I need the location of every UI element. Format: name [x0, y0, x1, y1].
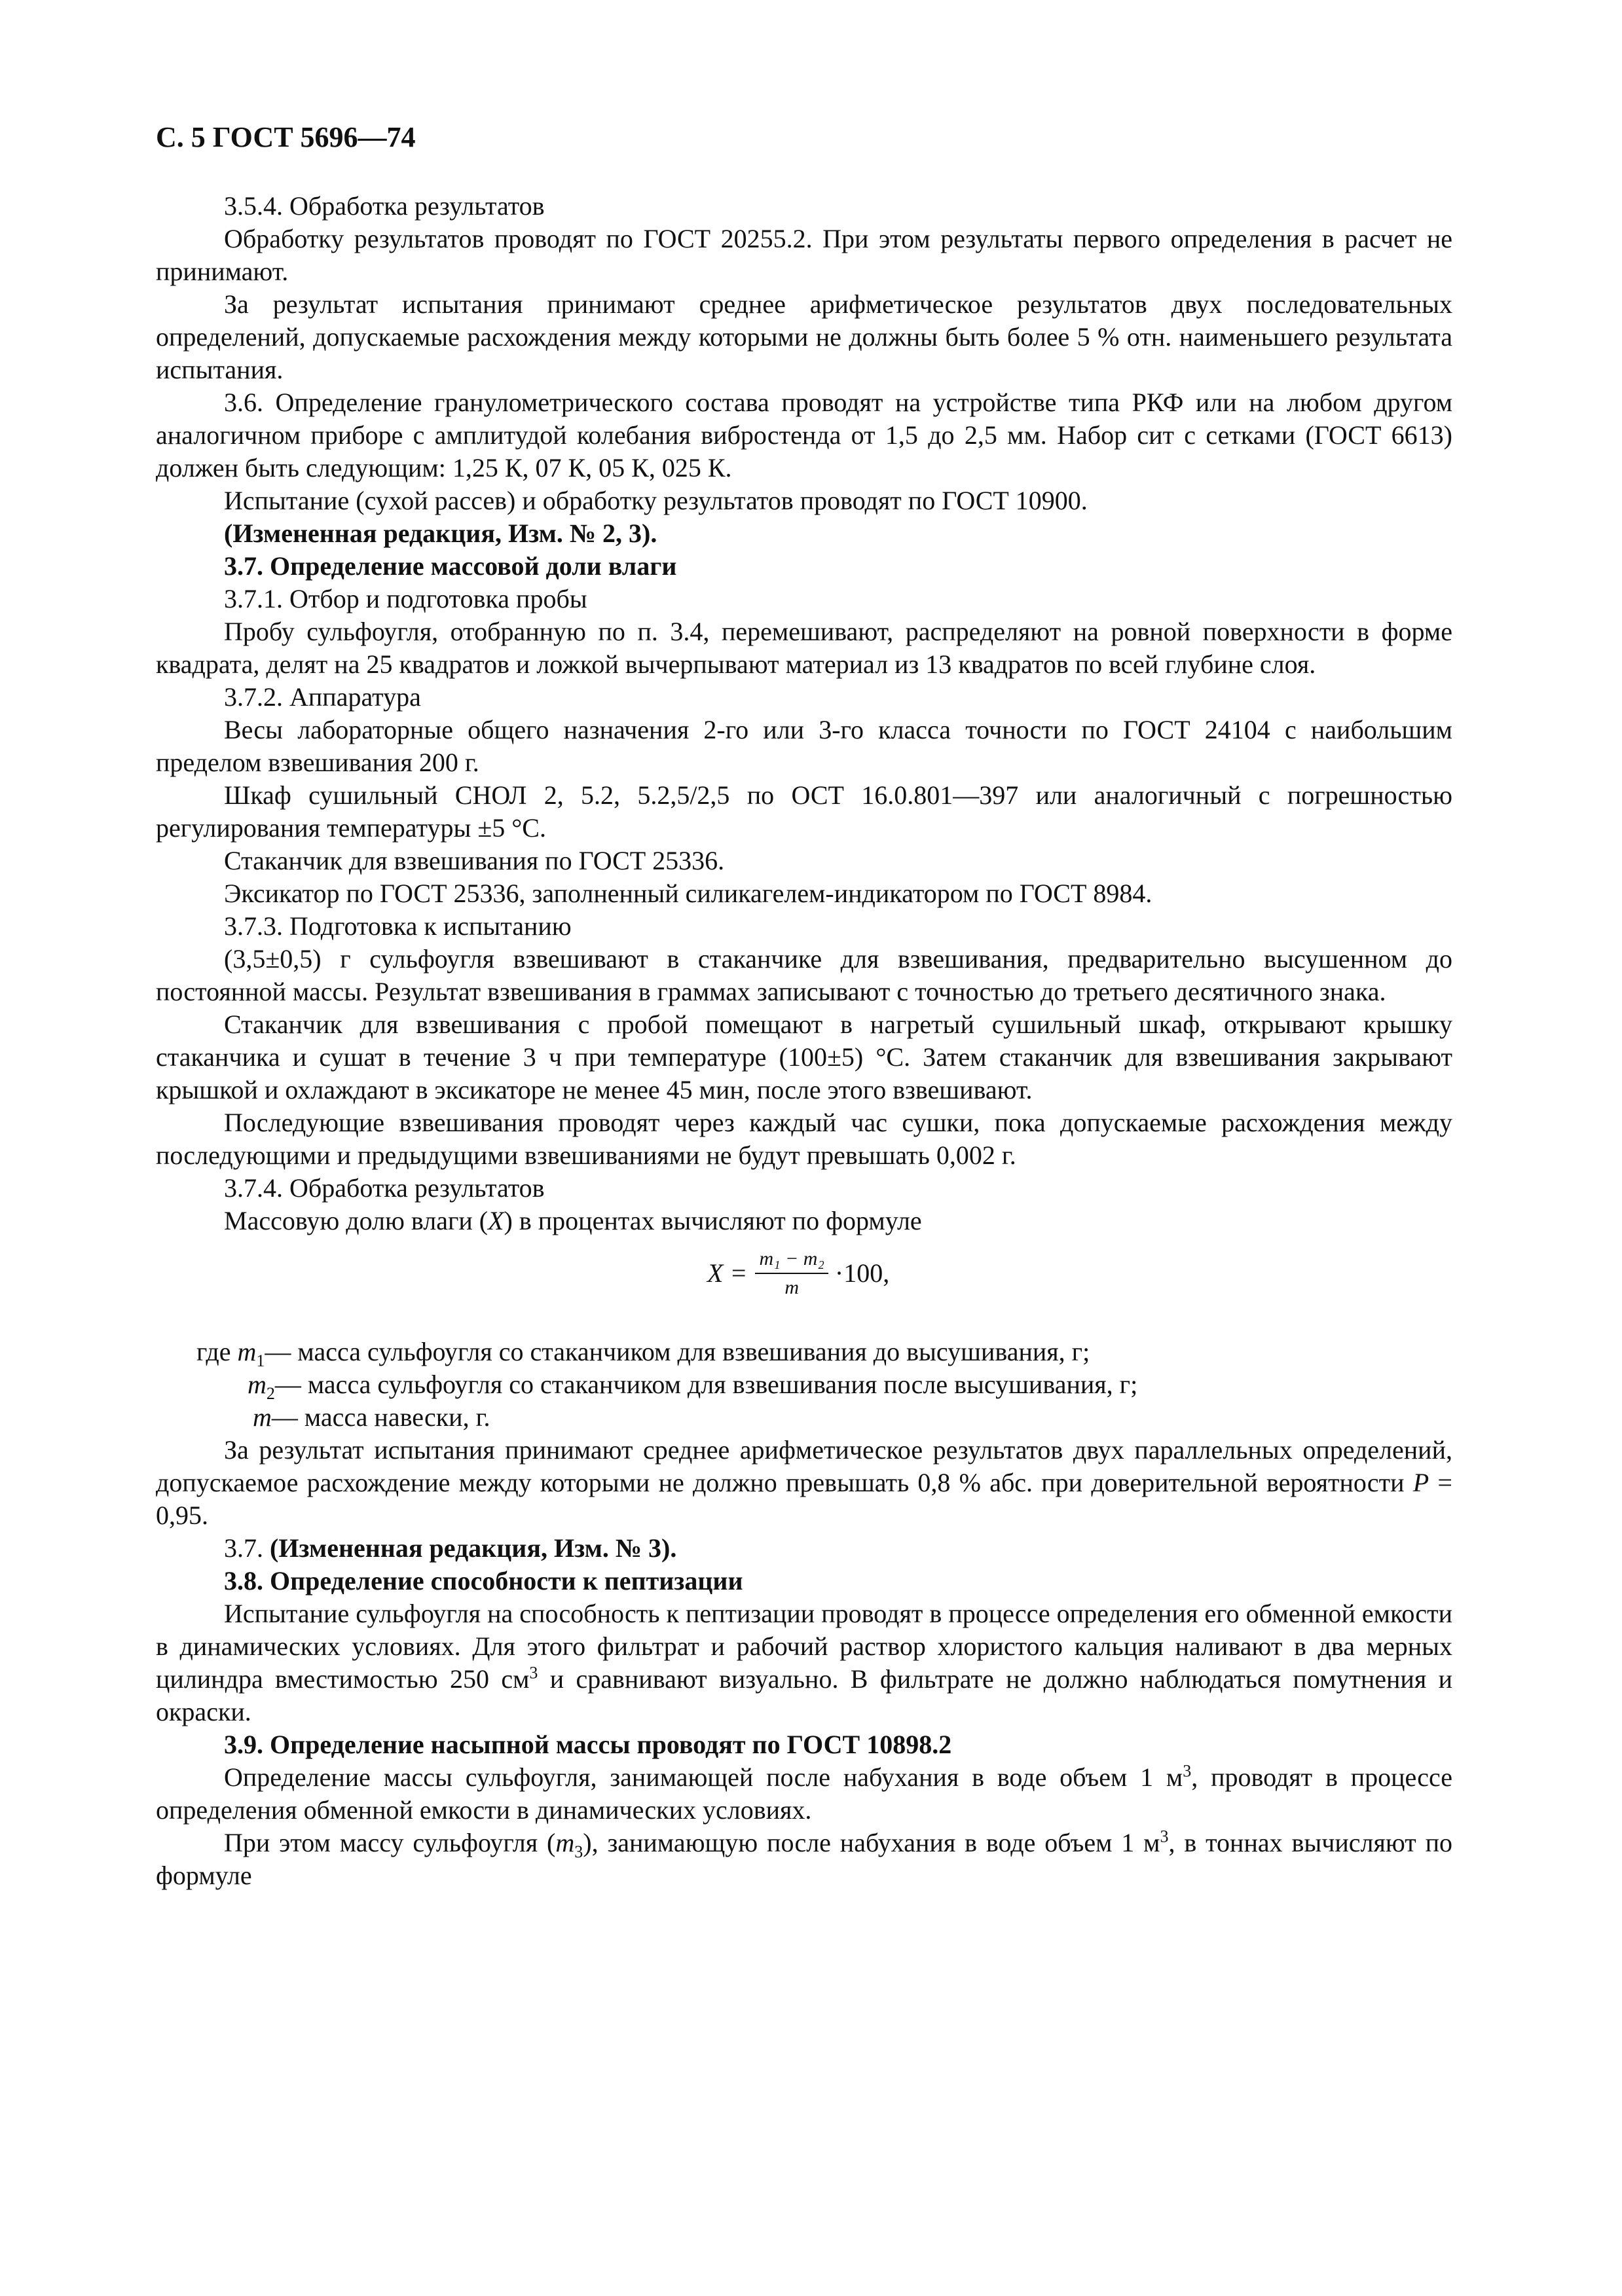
formula-numerator: m₁ − m₂	[755, 1247, 828, 1274]
paragraph: Стаканчик для взвешивания по ГОСТ 25336.	[224, 846, 725, 875]
paragraph: Обработку результатов проводят по ГОСТ 20255.2. При этом результаты первого определения в расчет не принимают.	[156, 224, 1452, 286]
section-3-5-4-heading: 3.5.4. Обработка результатов	[224, 191, 545, 221]
formula-intro: Массовую долю влаги (X) в процентах вычисляют по формуле	[224, 1206, 922, 1235]
formula-denominator: m	[784, 1277, 799, 1298]
formula-tail: ·100,	[834, 1258, 890, 1288]
formula-block	[156, 1237, 1452, 1336]
paragraph: Последующие взвешивания проводят через каждый час сушки, пока допускаемые расхождения между последующими и предыдущими взвешиваниями не будут превышать 0,002 г.	[156, 1108, 1452, 1170]
document-body	[156, 190, 1452, 1892]
section-3-7-1-heading: 3.7.1. Отбор и подготовка пробы	[224, 584, 587, 613]
paragraph: Определение массы сульфоугля, занимающей после набухания в воде объем 1 $м^3$, проводят в процессе определения обменной емкости в динамических условиях.	[156, 1761, 1453, 1825]
section-3-9-heading: 3.9. Определение насыпной массы проводят по ГОСТ 10898.2	[224, 1730, 952, 1759]
paragraph: Испытание (сухой рассев) и обработку результатов проводят по ГОСТ 10900.	[224, 486, 1088, 515]
section-3-7-heading: 3.7. Определение массовой доли влаги	[224, 551, 677, 581]
paragraph: Испытание сульфоугля на способность к пептизации проводят в процессе определения его обменной емкости в динамических условиях. Для этого фильтрат и рабочий раствор хлористого кальция наливают в два мерных цилиндра вместимостью 250 $см^3$ и сравнивают визуально. В фильтрате не должно наблюдаться помутнения и окраски.	[156, 1599, 1452, 1726]
section-3-7-4-heading: 3.7.4. Обработка результатов	[224, 1173, 545, 1203]
paragraph: Пробу сульфоугля, отобранную по п. 3.4, перемешивают, распределяют на ровной поверхности в форме квадрата, делят на 25 квадратов и ложкой вычерпывают материал из 13 квадратов по всей глубине слоя.	[156, 617, 1452, 679]
paragraph: Стаканчик для взвешивания с пробой помещают в нагретый сушильный шкаф, открывают крышку стаканчика и сушат в течение 3 ч при температуре (100±5) °С. Затем стаканчик для взвешивания закрывают крышкой и охлаждают в эксикаторе не менее 45 мин, после этого взвешивают.	[156, 1010, 1452, 1104]
legend-item: где $m_1—$ масса сульфоугля со стаканчиком для взвешивания до высушивания, г;	[196, 1337, 1090, 1370]
paragraph: При этом массу сульфоугля $(m_3)$, занимающую после набухания в воде объем 1 $м^3$, в тоннах вычисляют по формуле	[156, 1827, 1453, 1890]
formula-fraction	[755, 1247, 828, 1300]
paragraph: Шкаф сушильный СНОЛ 2, 5.2, 5.2,5/2,5 по ОСТ 16.0.801—397 или аналогичный с погрешностью регулирования температуры ±5 °С.	[156, 780, 1452, 843]
amendment-note: (Измененная редакция, Изм. № 2, 3).	[224, 519, 657, 548]
legend-item: m— масса навески, г.	[253, 1402, 490, 1432]
paragraph: Весы лабораторные общего назначения 2-го или 3-го класса точности по ГОСТ 24104 с наибольшим пределом взвешивания 200 г.	[156, 715, 1452, 777]
paragraph: За результат испытания принимают среднее арифметическое результатов двух параллельных определений, допускаемое расхождение между которыми не должно превышать 0,8 % абс. при доверительной вероятности P = 0,95.	[156, 1435, 1452, 1530]
legend-item: $m_2—$ масса сульфоугля со стаканчиком для взвешивания после высушивания, г;	[248, 1370, 1138, 1403]
section-3-7-3-heading: 3.7.3. Подготовка к испытанию	[224, 911, 572, 941]
moisture-formula	[707, 1247, 889, 1300]
formula-lhs: X =	[707, 1258, 748, 1288]
section-3-6-paragraph: 3.6. Определение гранулометрического состава проводят на устройстве типа РКФ или на любом другом аналогичном приборе с амплитудой колебания вибростенда от 1,5 до 2,5 мм. Набор сит с сетками (ГОСТ 6613) должен быть следующим: 1,25 К, 07 К, 05 К, 025 К.	[156, 388, 1452, 483]
section-3-8-heading: 3.8. Определение способности к пептизации	[224, 1566, 743, 1595]
paragraph: Эксикатор по ГОСТ 25336, заполненный силикагелем-индикатором по ГОСТ 8984.	[224, 879, 1152, 908]
section-3-7-2-heading: 3.7.2. Аппаратура	[224, 682, 421, 712]
paragraph: (3,5±0,5) г сульфоугля взвешивают в стаканчике для взвешивания, предварительно высушенном до постоянной массы. Результат взвешивания в граммах записывают с точностью до третьего десятичного знака.	[156, 944, 1452, 1006]
paragraph: За результат испытания принимают среднее арифметическое результатов двух последовательных определений, допускаемые расхождения между которыми не должны быть более 5 % отн. наименьшего результата испытания.	[156, 289, 1452, 384]
amendment-note: 3.7. (Измененная редакция, Изм. № 3).	[224, 1533, 677, 1563]
page-header: С. 5 ГОСТ 5696—74	[156, 121, 416, 153]
